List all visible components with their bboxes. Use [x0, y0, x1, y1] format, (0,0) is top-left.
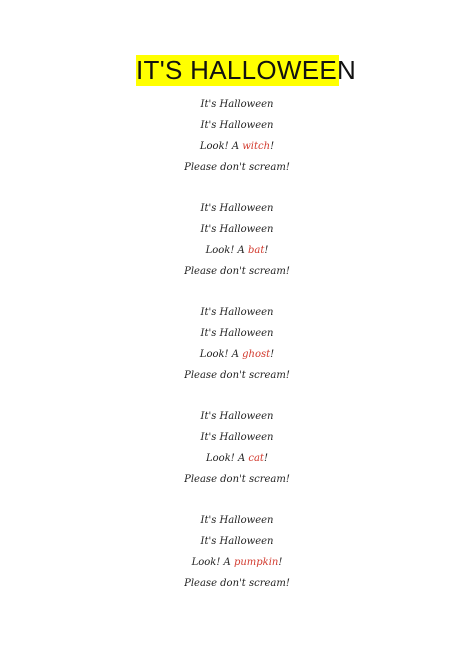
look-suffix: !: [278, 557, 283, 568]
look-prefix: Look! A: [205, 245, 248, 256]
creature-word: bat: [247, 245, 265, 256]
look-prefix: Look! A: [191, 557, 234, 568]
look-line: [0, 240, 474, 261]
poem-line: It's Halloween: [200, 99, 274, 110]
creature-word: witch: [242, 141, 271, 152]
page-title: IT'S HALLOWEEN: [136, 55, 357, 85]
stanza-ghost: [0, 302, 474, 386]
poem-line: It's Halloween: [200, 411, 274, 422]
poem-line: Please don't scream!: [184, 474, 290, 485]
poem-line: It's Halloween: [200, 224, 274, 235]
look-suffix: !: [270, 141, 275, 152]
look-line: [0, 552, 474, 573]
look-prefix: Look! A: [199, 141, 243, 152]
look-suffix: !: [264, 245, 269, 256]
poem-line: It's Halloween: [200, 307, 274, 318]
poem-line: Please don't scream!: [184, 162, 290, 173]
stanza-bat: [0, 198, 474, 282]
look-prefix: Look! A: [206, 453, 249, 464]
poem-line: Please don't scream!: [184, 370, 290, 381]
poem-line: Please don't scream!: [184, 578, 290, 589]
poem-line: Please don't scream!: [184, 266, 290, 277]
look-line: [0, 448, 474, 469]
creature-word: ghost: [242, 349, 271, 360]
poem-line: It's Halloween: [200, 515, 274, 526]
poem-line: It's Halloween: [200, 203, 274, 214]
stanza-pumpkin: [0, 510, 474, 594]
poem-line: It's Halloween: [200, 432, 274, 443]
stanza-cat: [0, 406, 474, 490]
stanza-witch: [0, 94, 474, 178]
poem-line: It's Halloween: [200, 536, 274, 547]
creature-word: cat: [248, 453, 264, 464]
look-line: [0, 136, 474, 157]
poem: [0, 94, 474, 614]
poem-line: It's Halloween: [200, 328, 274, 339]
look-line: [0, 344, 474, 365]
poem-line: It's Halloween: [200, 120, 274, 131]
look-suffix: !: [263, 453, 268, 464]
creature-word: pumpkin: [233, 557, 279, 568]
look-suffix: !: [270, 349, 275, 360]
look-prefix: Look! A: [199, 349, 243, 360]
